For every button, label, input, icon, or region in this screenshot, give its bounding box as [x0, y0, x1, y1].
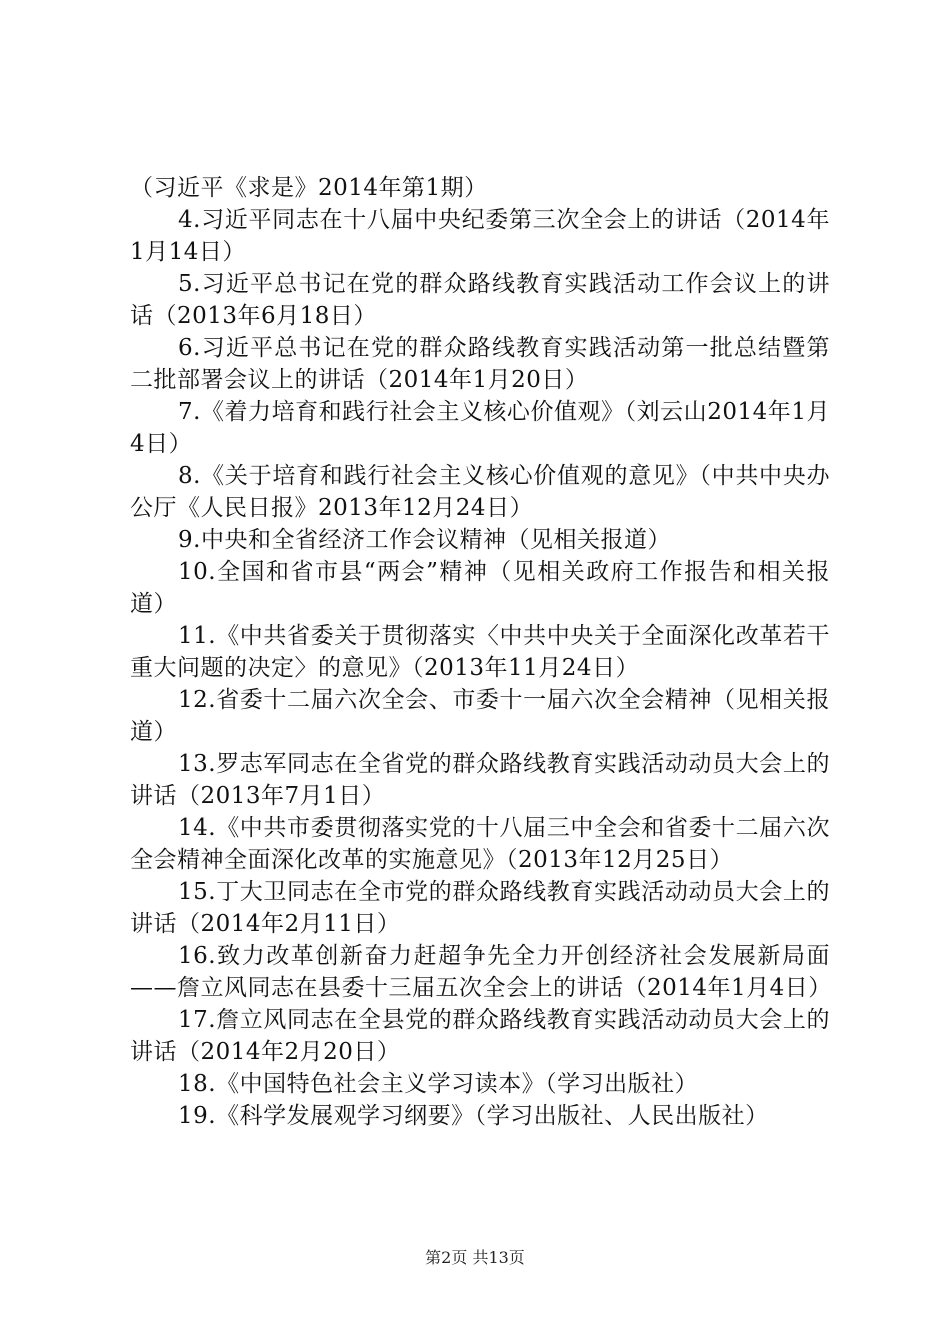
list-item-14: 14.《中共市委贯彻落实党的十八届三中全会和省委十二届六次全会精神全面深化改革的实施意见》（2013年12月25日）: [130, 815, 830, 873]
list-item-13: 13.罗志军同志在全省党的群众路线教育实践活动动员大会上的讲话（2013年7月1日）: [130, 751, 830, 809]
list-item-10: 10.全国和省市县“两会”精神（见相关政府工作报告和相关报道）: [130, 559, 830, 617]
list-item-17: 17.詹立风同志在全县党的群众路线教育实践活动动员大会上的讲话（2014年2月20日）: [130, 1007, 830, 1065]
list-item-5: 5.习近平总书记在党的群众路线教育实践活动工作会议上的讲话（2013年6月18日）: [130, 271, 830, 329]
list-item-16: 16.致力改革创新奋力赶超争先全力开创经济社会发展新局面——詹立风同志在县委十三届五次全会上的讲话（2014年1月4日）: [130, 943, 832, 1001]
list-item-18: 18.《中国特色社会主义学习读本》（学习出版社）: [178, 1071, 699, 1097]
list-item-7: 7.《着力培育和践行社会主义核心价值观》（刘云山2014年1月4日）: [130, 399, 830, 457]
list-item-4: 4.习近平同志在十八届中央纪委第三次全会上的讲话（2014年1月14日）: [130, 207, 830, 265]
paragraph-continuation: （习近平《求是》2014年第1期）: [130, 175, 488, 201]
list-item-6: 6.习近平总书记在党的群众路线教育实践活动第一批总结暨第二批部署会议上的讲话（2014年1月20日）: [130, 335, 830, 393]
list-item-12: 12.省委十二届六次全会、市委十一届六次全会精神（见相关报道）: [130, 687, 830, 745]
page-footer: 第2页 共13页: [425, 1248, 525, 1267]
list-item-8: 8.《关于培育和践行社会主义核心价值观的意见》（中共中央办公厅《人民日报》2013年12月24日）: [130, 463, 830, 521]
list-item-9: 9.中央和全省经济工作会议精神（见相关报道）: [178, 527, 671, 553]
list-item-15: 15.丁大卫同志在全市党的群众路线教育实践活动动员大会上的讲话（2014年2月11日）: [130, 879, 830, 937]
document-body: [130, 172, 830, 1132]
list-item-11: 11.《中共省委关于贯彻落实〈中共中央关于全面深化改革若干重大问题的决定〉的意见》（2013年11月24日）: [130, 623, 830, 681]
list-item-19: 19.《科学发展观学习纲要》（学习出版社、人民出版社）: [178, 1103, 769, 1129]
